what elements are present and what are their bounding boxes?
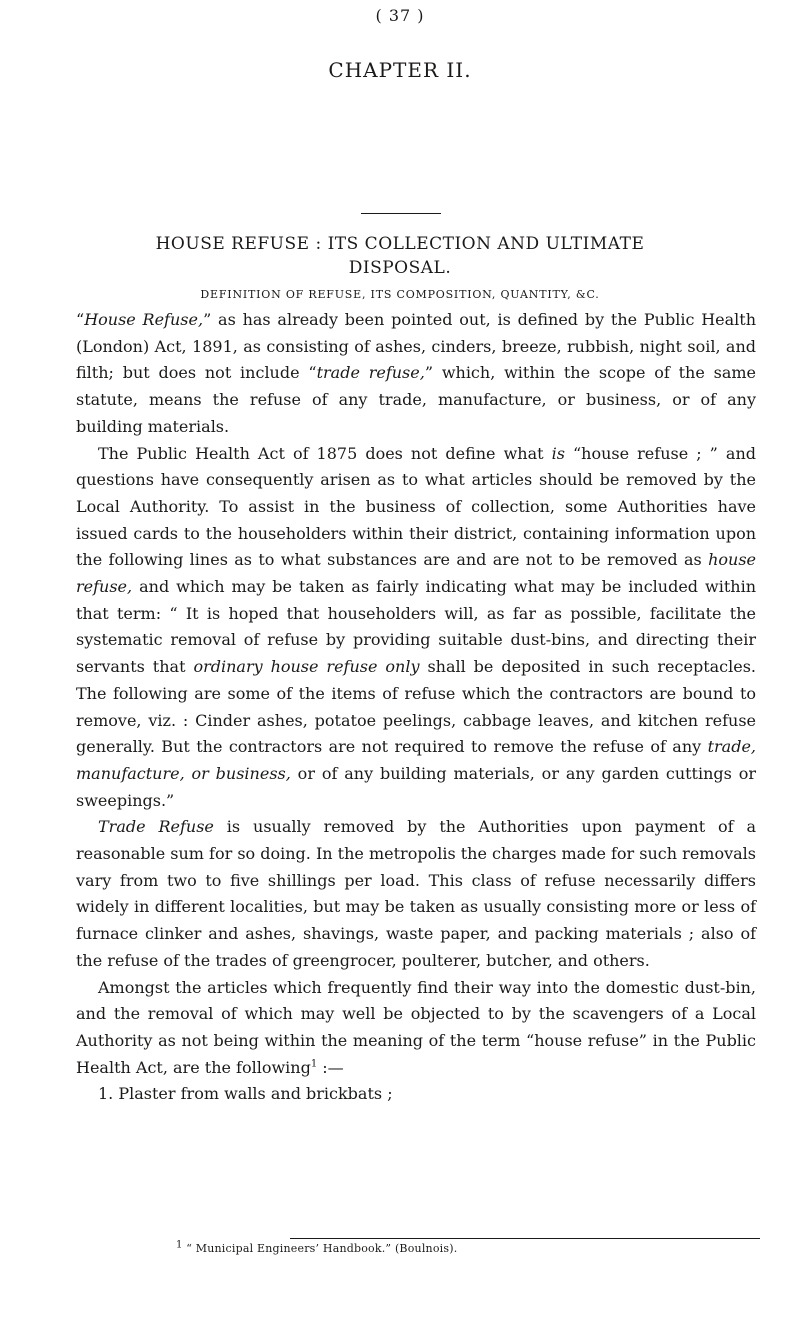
text-run: :— xyxy=(317,1057,344,1077)
text-run: “ xyxy=(76,310,85,329)
section-title xyxy=(0,232,800,280)
italic-term: House Refuse, xyxy=(84,310,204,329)
paragraph-public-health-act xyxy=(76,441,756,815)
chapter-heading: CHAPTER II. xyxy=(328,58,472,82)
text-run: is usually removed by the Authorities upon payment of a reasonable sum for so doing. In the metropolis the charges made for such removals vary from two to five shillings per load. This class of refuse necessarily differs widely in different localities, but may be taken as usually consisting more or less of furnace clinker and ashes, shavings, waste paper, and packing materials ; also of the refuse of the trades of greengrocer, poulterer, butcher, and others. xyxy=(76,817,757,970)
section-title-line-2: DISPOSAL. xyxy=(348,258,452,278)
footnote-text: “ Municipal Engineers’ Handbook.” (Boulnois). xyxy=(182,1242,458,1255)
paragraph-trade-refuse xyxy=(76,814,756,974)
italic-term: Trade Refuse xyxy=(98,817,214,837)
footnote-reference[interactable]: 1 xyxy=(310,1058,318,1070)
text-run: ” which, within the scope of the same statute, means the refuse of any trade, manufacture, or business, or of any building materials. xyxy=(76,363,756,436)
text-run: ” as has already been pointed out, is defined by the Public Health (London) Act, 1891, as consisting of ashes, cinders, breeze, rubbish, night soil, and filth; but does not include “ xyxy=(76,310,757,383)
section-title-line-1: HOUSE REFUSE : ITS COLLECTION AND ULTIMATE xyxy=(155,234,645,254)
paragraph-dust-bin-articles xyxy=(76,975,756,1082)
text-run: and which may be taken as fairly indicating what may be included within that term: “ It is hoped that householders will, as far as possible, facilitate the systematic removal of refuse by providing suitable dust-bins, and directing their servants that xyxy=(76,577,756,677)
text-run: Amongst the articles which frequently find their way into the domestic dust-bin, and the removal of which may well be objected to by the scavengers of a Local Authority as not being within the meaning of the term “house refuse” in the Public Health Act, are the following xyxy=(76,977,756,1077)
footnote-mark: 1 xyxy=(176,1239,183,1251)
italic-term: house refuse, xyxy=(76,550,756,597)
heading-divider xyxy=(361,213,441,214)
italic-term: trade, manufacture, or business, xyxy=(76,737,756,783)
text-run: “house refuse ; ” and questions have consequently arisen as to what articles should be removed by the Local Authority. To assist in the business of collection, some Authorities have issued cards to the householders within their district, containing information upon the following lines as to what substances are and are not to be removed as xyxy=(76,443,757,570)
footnote-divider xyxy=(290,1238,760,1239)
page-number: ( 37 ) xyxy=(375,6,425,25)
italic-term: ordinary house refuse only xyxy=(193,657,420,677)
paragraph-house-refuse xyxy=(76,307,756,441)
list-item: 1. Plaster from walls and brickbats ; xyxy=(98,1084,393,1104)
text-run: shall be deposited in such receptacles. The following are some of the items of refuse which the contractors are bound to remove, viz. : Cinder ashes, potatoe peelings, cabbage leaves, and kitchen refuse generally. But the contractors are not required to remove the refuse of any xyxy=(76,657,757,757)
footnote xyxy=(176,1239,776,1255)
body-text xyxy=(76,307,756,1108)
italic-term: trade refuse, xyxy=(316,363,425,383)
section-subheading: DEFINITION OF REFUSE, ITS COMPOSITION, QUANTITY, &C. xyxy=(200,288,600,301)
text-run: or of any building materials, or any garden cuttings or sweepings.” xyxy=(76,763,756,810)
text-run: The Public Health Act of 1875 does not define what xyxy=(98,443,552,463)
italic-term: is xyxy=(551,443,565,463)
